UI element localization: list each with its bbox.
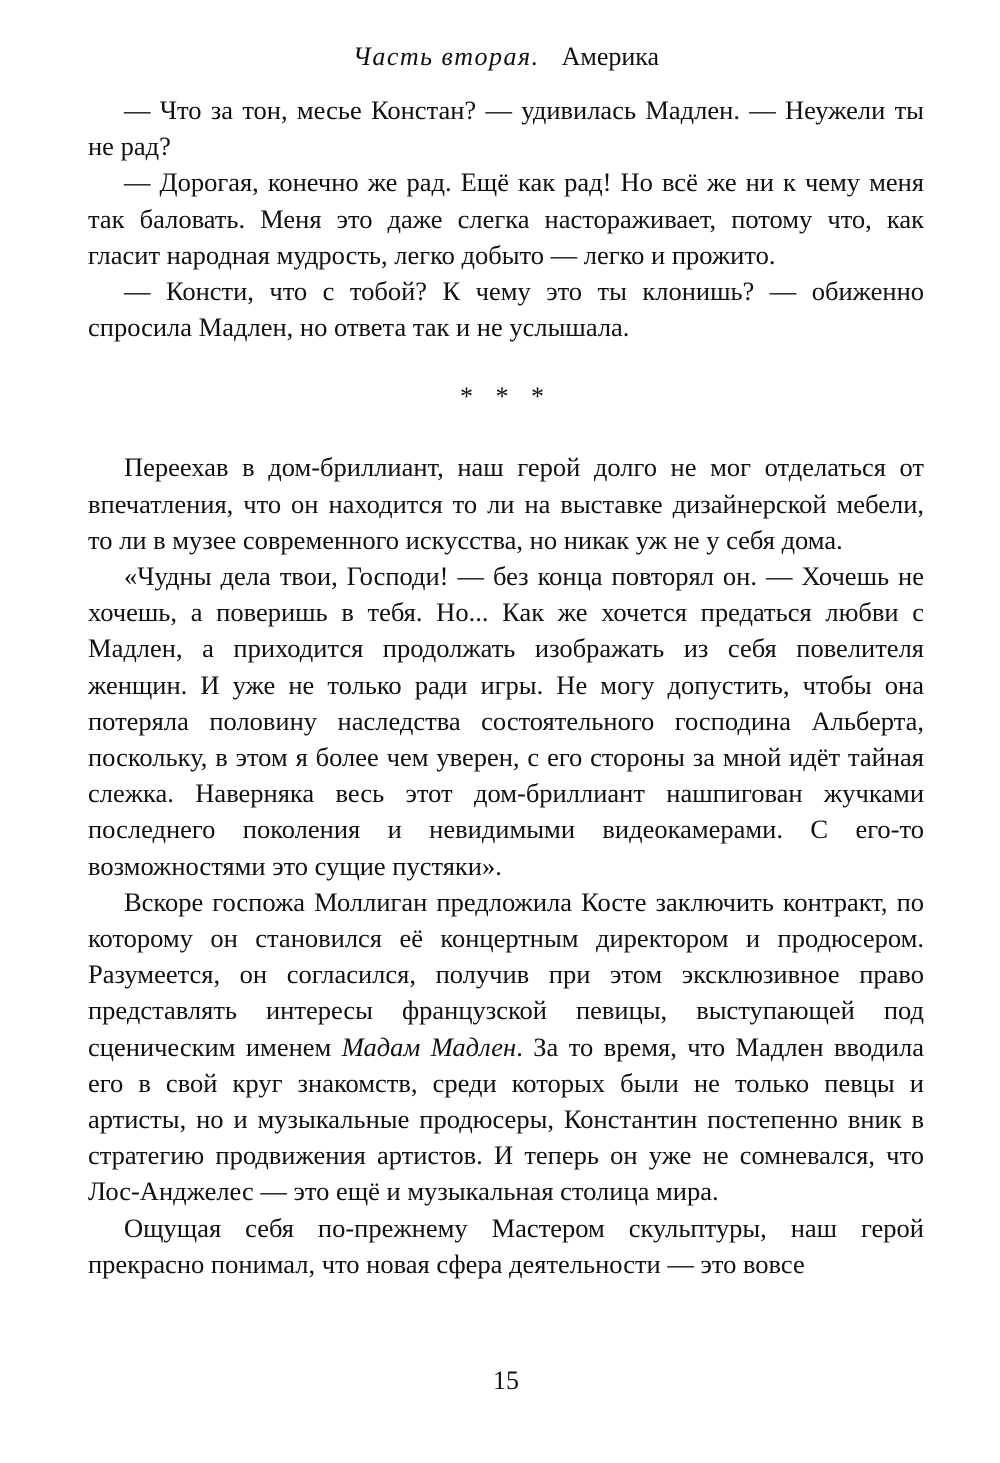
- paragraph: — Что за тон, месье Констан? — удивилась Мадлен. — Неужели ты не рад?: [88, 95, 924, 162]
- stage-name: Мадам Мадлен: [341, 1031, 517, 1062]
- paragraph: — Консти, что с тобой? К чему это ты клонишь? — обиженно спросила Мадлен, но ответа так и не услышала.: [88, 276, 924, 343]
- paragraph-text: . За то время, что Мадлен вводила его в свой круг знакомств, среди которых были не только певцы и артисты, но и музыкальные продюсеры, Константин постепенно вник в стратегию продвижения артистов. И теперь он уже не сомневался, что Лос-Анджелес — это ещё и музыкальная столица мира.: [88, 1031, 924, 1207]
- paragraph: «Чудны дела твои, Господи! — без конца повторял он. — Хочешь не хочешь, а поверишь в тебя. Но... Как же хочется предаться любви с Мадлен, а приходится продолжать изображать из себя повелителя женщин. И уже не только ради игры. Не могу допустить, чтобы она потеряла половину наследства состоятельного господина Альберта, поскольку, в этом я более чем уверен, с его стороны за мной идёт тайная слежка. Наверняка весь этот дом-бриллиант нашпигован жучками последнего поколения и невидимыми видеокамерами. С его-то возможностями это сущие пустяки».: [88, 561, 924, 881]
- paragraph-text: Вскоре госпожа Моллиган предложила Косте заключить контракт, по которому он становился её концертным директором и продюсером. Разумеется, он согласился, получив при этом эксклюзивное право представлять интересы французской певицы, выступающей под сценическим именем: [88, 886, 924, 1062]
- section-separator: * * *: [460, 382, 552, 412]
- paragraph: [88, 884, 924, 1210]
- body-text: [88, 92, 924, 1282]
- header-chapter-title: Америка: [561, 42, 660, 71]
- book-page: [88, 0, 924, 1463]
- paragraph: Ощущая себя по-прежнему Мастером скульптуры, наш герой прекрасно понимал, что новая сфера деятельности — это вовсе: [88, 1212, 924, 1279]
- page-number: 15: [493, 1366, 519, 1395]
- header-part-title: Часть вторая.: [352, 42, 540, 71]
- paragraph: Переехав в дом-бриллиант, наш герой долго не мог отделаться от впечатления, что он находится то ли на выставке дизайнерской мебели, то ли в музее современного искусства, но никак уж не у себя дома.: [88, 452, 924, 555]
- running-header: [88, 40, 924, 74]
- paragraph: — Дорогая, конечно же рад. Ещё как рад! Но всё же ни к чему меня так баловать. Меня это даже слегка настораживает, потому что, как гласит народная мудрость, легко добыто — легко и прожито.: [88, 167, 924, 270]
